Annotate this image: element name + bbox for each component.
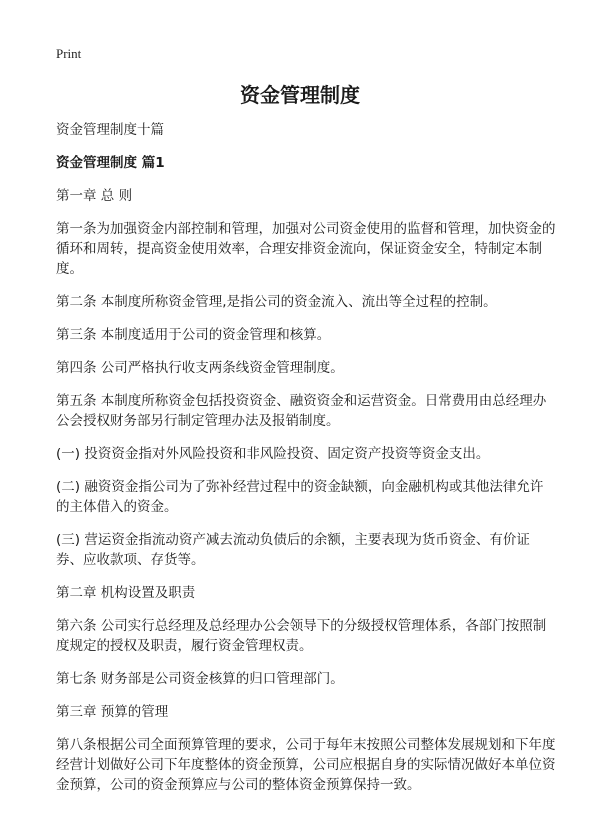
chapter-heading: 第三章 预算的管理 [56,704,169,720]
article-8: 第八条根据公司全面预算管理的要求，公司于每年末按照公司整体发展规划和下年度经营计划做好公司下年度整体的资金预算，公司应根据自身的实际情况做好本单位资金预算，公司的资金预算应与公司的整体资金预算保持一致。 [56,737,556,793]
clause-1: (一) 投资资金指对外风险投资和非风险投资、固定资产投资等资金支出。 [56,446,490,462]
collection-subtitle: 资金管理制度十篇 [56,122,164,138]
article-2: 第二条 本制度所称资金管理,是指公司的资金流入、流出等全过程的控制。 [56,294,497,310]
chapter-heading: 第二章 机构设置及职责 [56,585,196,601]
chapter-heading: 第一章 总 则 [56,188,133,204]
clause-3: (三) 营运资金指流动资产减去流动负债后的余额，主要表现为货币资金、有价证券、应收款项、存货等。 [56,532,530,568]
article-4: 第四条 公司严格执行收支两条线资金管理制度。 [56,360,344,376]
clause-2: (二) 融资资金指公司为了弥补经营过程中的资金缺额，向金融机构或其他法律允许的主体借入的资金。 [56,479,544,515]
article-1: 第一条为加强资金内部控制和管理，加强对公司资金使用的监督和管理，加快资金的循环和周转，提高资金使用效率，合理安排资金流向，保证资金安全，特制定本制度。 [56,221,556,277]
article-3: 第三条 本制度适用于公司的资金管理和核算。 [56,327,331,343]
document-title: 资金管理制度 [240,83,360,107]
section-heading: 资金管理制度 篇1 [56,155,165,171]
document-body [56,120,556,808]
article-5: 第五条 本制度所称资金包括投资资金、融资资金和运营资金。日常费用由总经理办公会授权财务部另行制定管理办法及报销制度。 [56,393,547,429]
article-7: 第七条 财务部是公司资金核算的归口管理部门。 [56,671,344,687]
article-6: 第六条 公司实行总经理及总经理办公会领导下的分级授权管理体系，各部门按照制度规定的授权及职责，履行资金管理权责。 [56,618,547,654]
print-link[interactable]: Print [56,46,82,61]
